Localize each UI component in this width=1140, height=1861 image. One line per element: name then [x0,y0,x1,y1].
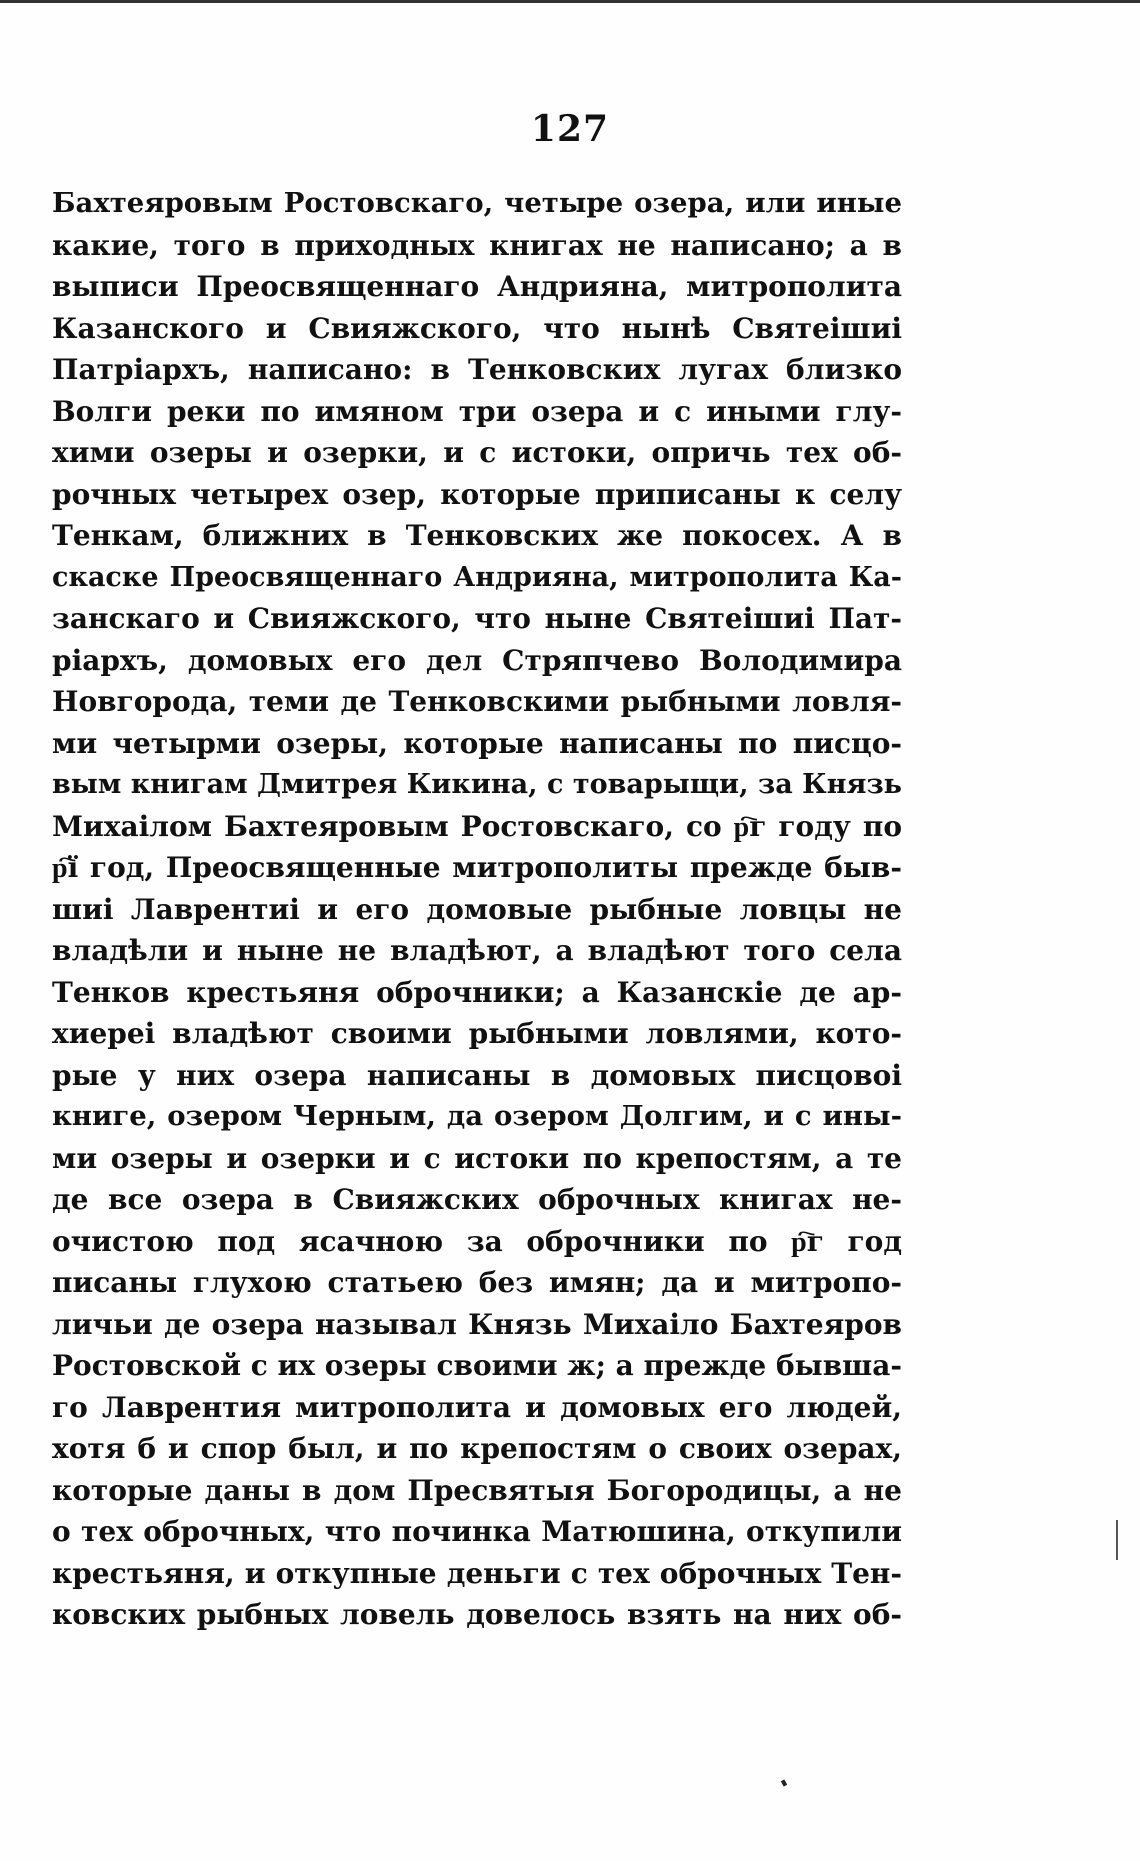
text-line: Ростовской с их озеры своими ж; а прежде бывша- [52,1349,902,1382]
text-line: личьи де озера называл Князь Михаіло Бахтеяров [52,1307,902,1341]
text-line: владѣли и ныне не владѣют, а владѣют того села [52,934,902,967]
text-line: какие, того в приходных книгах не написано; а в [52,228,902,262]
text-line: хими озеры и озерки, и с истоки, опричь тех об- [52,436,902,469]
text-line: занскаго и Свияжского, что ныне Святеішиі Пат- [52,602,902,635]
scan-edge-mark [1116,1520,1118,1560]
text-line: Бахтеяровым Ростовскаго, четыре озера, или иные [52,187,902,219]
top-edge-rule [0,0,1140,3]
text-line: ковских рыбных ловель довелось взять на них об- [52,1598,902,1631]
text-line: вым книгам Дмитрея Кикина, с товарыщи, за Князь [52,769,902,800]
text-line: ми четырми озеры, которые написаны по писцо- [52,726,902,760]
text-line: хиереі владѣют своими рыбными ловлями, кото- [52,1017,902,1050]
text-line: шиі Лаврентиі и его домовые рыбные ловцы не [52,892,902,926]
text-line: о тех оброчных, что починка Матюшина, откупили [52,1515,902,1548]
text-line: ріархъ, домовых его дел Стряпчево Володимира [52,643,902,677]
text-line: рочных четырех озер, которые приписаны к селу [52,477,902,511]
text-line: Казанского и Свияжского, что нынѣ Святеішиі [52,311,902,345]
text-line: скаске Преосвященнаго Андрияна, митрополита Ка- [52,561,902,593]
text-line: Патріархъ, написано: в Тенковских лугах близко [52,353,902,386]
text-line: очистою под ясачною за оброчники по р҇г год [52,1224,902,1258]
body-text [52,183,902,1636]
text-line: крестьяня, и откупные деньги с тех оброчных Тен- [52,1556,902,1590]
text-line: Волги реки по имяном три озера и с иными глу- [52,394,902,428]
text-line: рые у них озера написаны в домовых писцовоі [52,1058,902,1092]
text-line: ми озеры и озерки и с истоки по крепостям, а те [52,1141,902,1175]
text-line: Михаілом Бахтеяровым Ростовскаго, со р҇г году по [52,809,902,843]
text-line: Тенков крестьяня оброчники; а Казанскіе де ар- [52,975,902,1009]
text-line: де все озера в Свияжских оброчных книгах не- [52,1183,902,1216]
text-line: хотя б и спор был, и по крепостям о своих озерах, [52,1432,902,1465]
text-line: Тенкам, ближних в Тенковских же покосех. А в [52,519,902,552]
text-line: выписи Преосвященнаго Андрияна, митрополита [52,270,902,303]
text-line: писаны глухою статьею без имян; да и митропо- [52,1266,902,1299]
text-line: которые даны в дом Пресвятыя Богородицы, а не [52,1473,902,1507]
page-number: 127 [530,108,610,150]
text-line: р҇ї год, Преосвященные митрополиты прежде быв- [52,851,902,884]
text-line: Новгорода, теми де Тенковскими рыбными ловля- [52,685,902,718]
text-line: го Лаврентия митрополита и домовых его людей, [52,1390,902,1424]
text-line: книге, озером Черным, да озером Долгим, и с ины- [52,1100,902,1132]
scan-speck [781,1779,787,1786]
